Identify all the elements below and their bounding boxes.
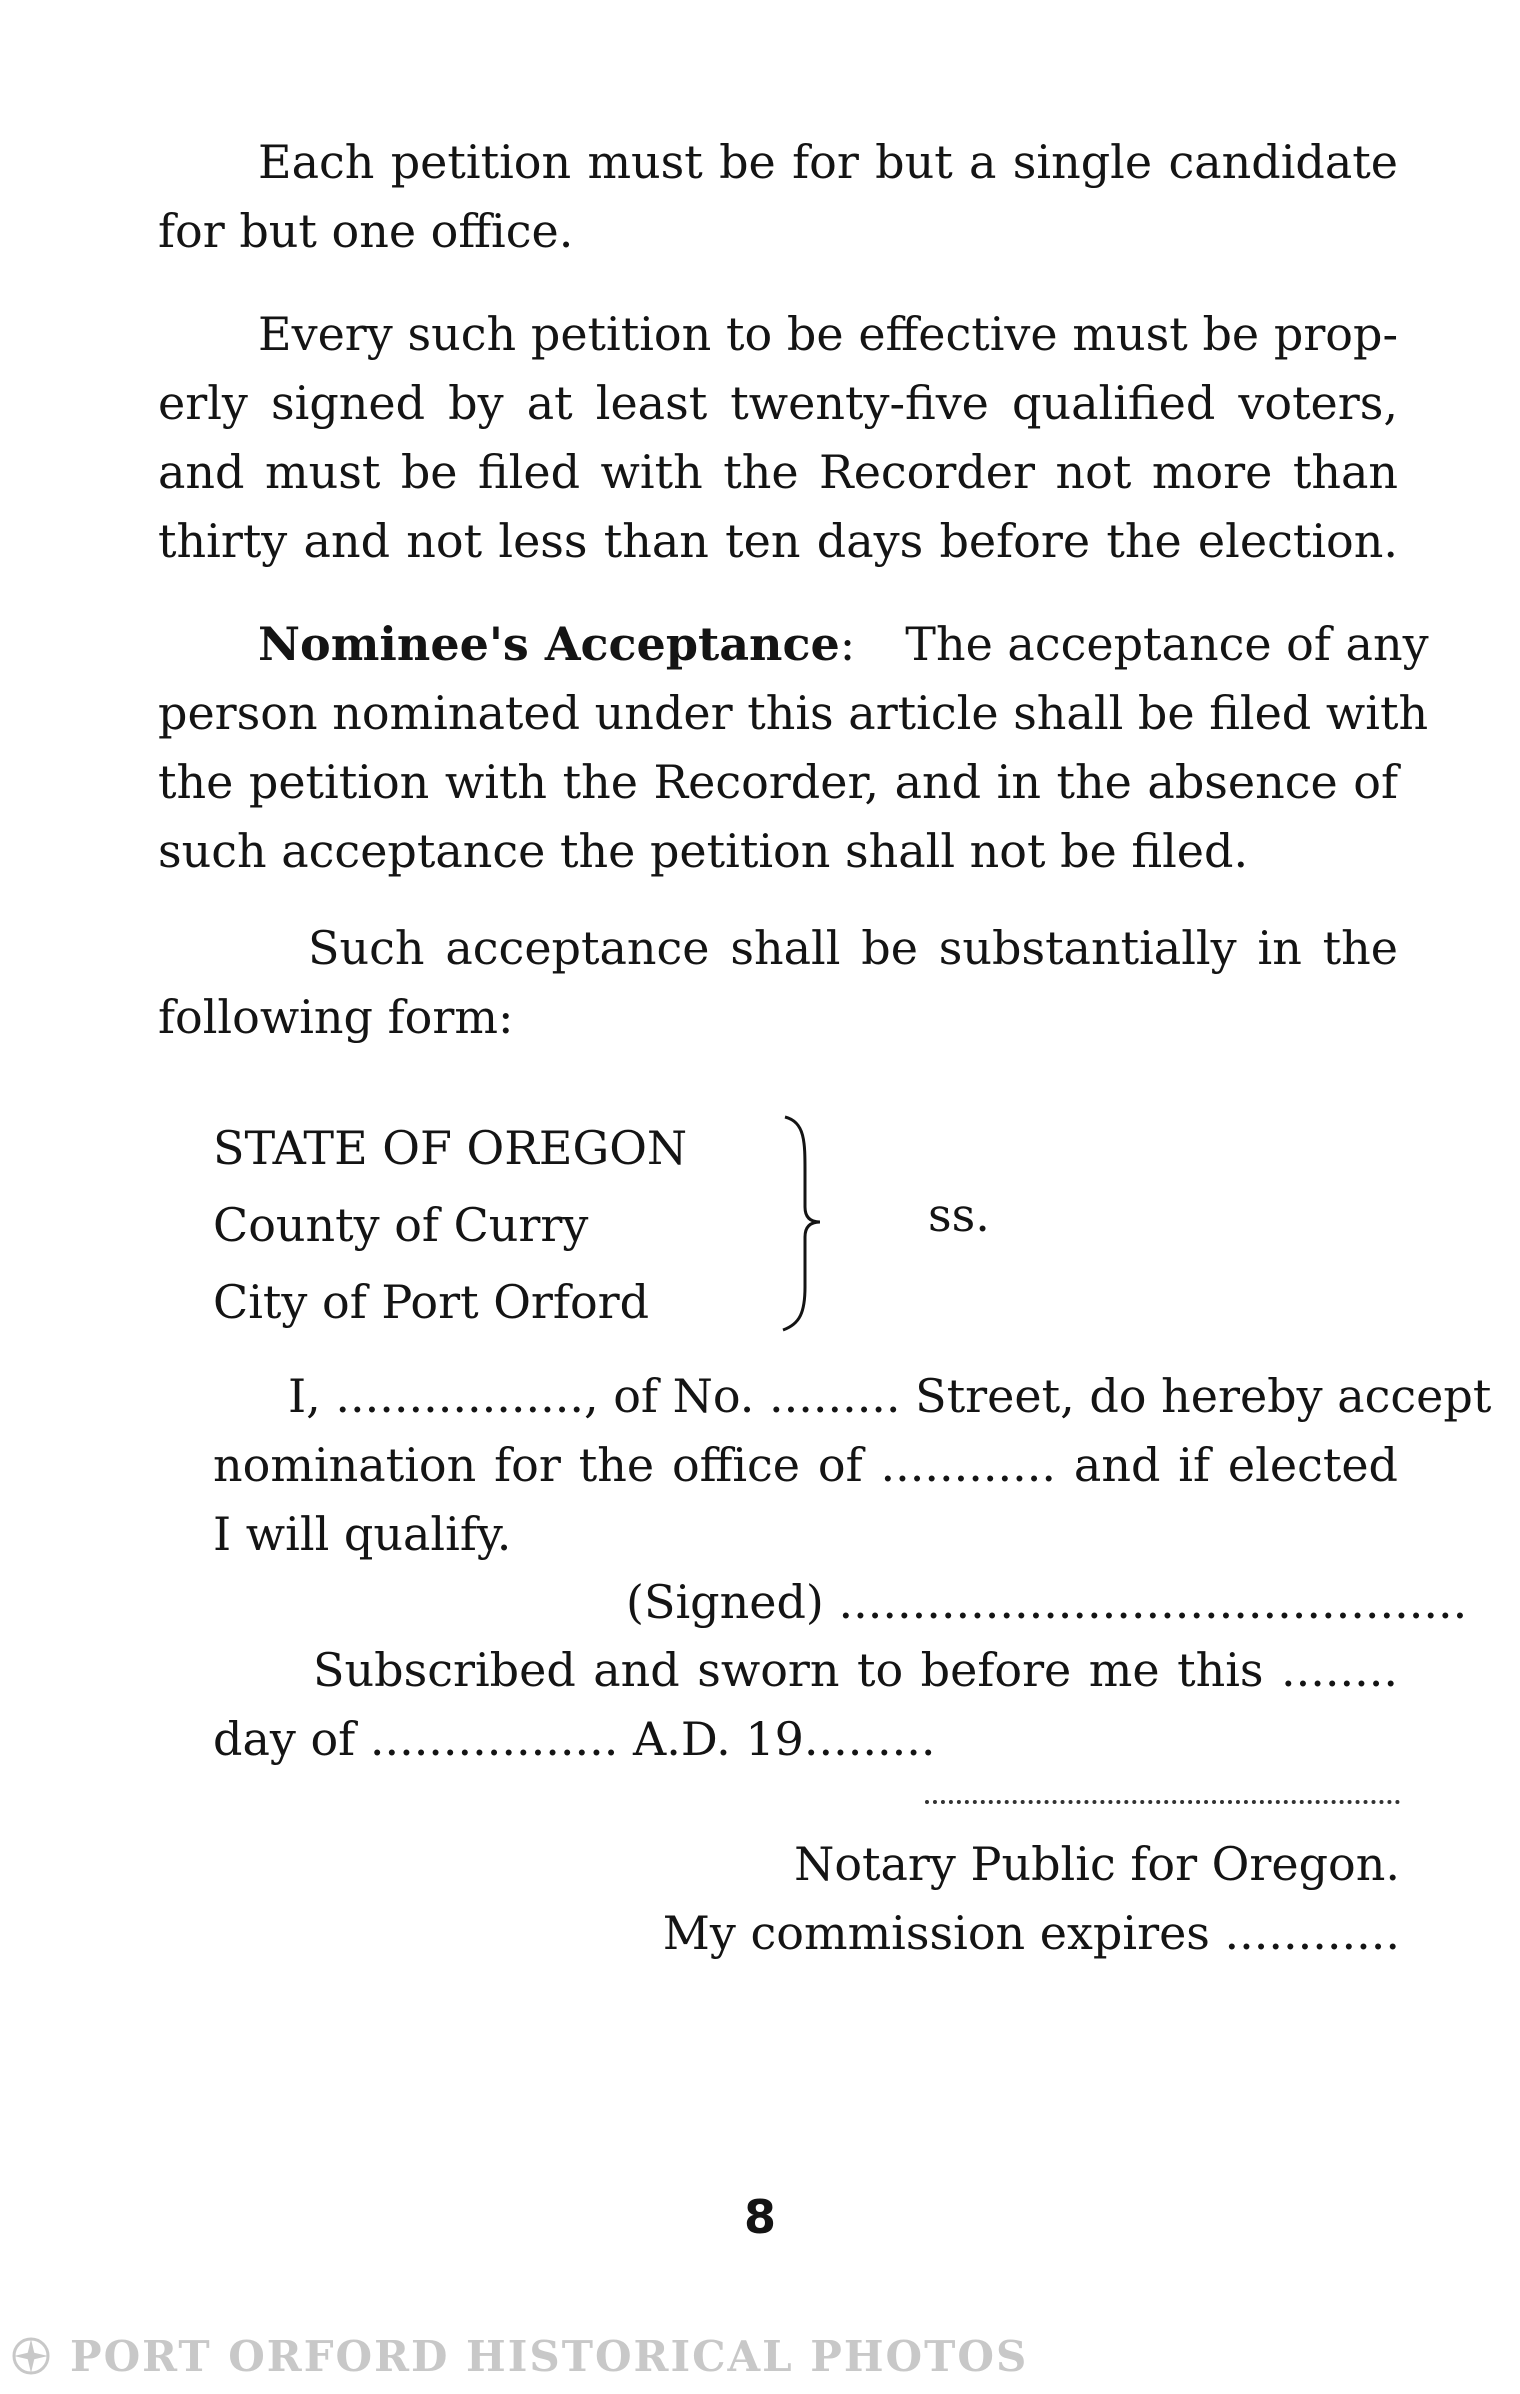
city-label: City of Port Orford bbox=[213, 1275, 650, 1329]
notary-title: Notary Public for Oregon. bbox=[794, 1837, 1400, 1891]
text-line: for but one office. bbox=[158, 204, 574, 258]
text-line: erly signed by at least twenty-five qualified voters, bbox=[158, 376, 1398, 430]
text-line: Such acceptance shall be substantially in the bbox=[308, 921, 1398, 975]
text-line: and must be filed with the Recorder not more than bbox=[158, 445, 1398, 499]
paragraph-form-intro bbox=[158, 914, 1398, 1052]
compass-icon bbox=[10, 2335, 52, 2377]
watermark-text: PORT ORFORD HISTORICAL PHOTOS bbox=[70, 2332, 1029, 2381]
text-line: Each petition must be for but a single candidate bbox=[258, 135, 1398, 189]
text-line: following form: bbox=[158, 990, 514, 1044]
county-label: County of Curry bbox=[213, 1198, 589, 1252]
form-line: day of ................. A.D. 19......... bbox=[213, 1712, 936, 1766]
text-fragment: The acceptance of any bbox=[905, 617, 1429, 671]
ss-label: ss. bbox=[928, 1188, 990, 1242]
text-line: such acceptance the petition shall not be filed. bbox=[158, 824, 1249, 878]
acceptance-text bbox=[213, 1362, 1492, 1569]
text-line: person nominated under this article shall be filed with bbox=[158, 686, 1429, 740]
text-line: thirty and not less than ten days before the election. bbox=[158, 514, 1398, 568]
notary-signature-line bbox=[925, 1800, 1400, 1804]
form-line: nomination for the office of ............ and if elected bbox=[213, 1438, 1398, 1492]
signature-line: (Signed) ........................................... bbox=[626, 1575, 1468, 1629]
text-line: the petition with the Recorder, and in the absence of bbox=[158, 755, 1398, 809]
commission-line: My commission expires ............ bbox=[662, 1906, 1400, 1960]
form-line: I, ................., of No. ......... Street, do hereby accept bbox=[288, 1369, 1492, 1423]
text-line bbox=[158, 610, 1429, 679]
notary-block bbox=[663, 1830, 1400, 1968]
section-heading: Nominee's Acceptance bbox=[258, 617, 840, 671]
paragraph-petition-requirements bbox=[158, 300, 1398, 576]
form-line: I will qualify. bbox=[213, 1507, 512, 1561]
heading-colon: : bbox=[839, 617, 856, 671]
venue-block bbox=[213, 1110, 687, 1341]
page-number: 8 bbox=[743, 2190, 776, 2244]
form-line: Subscribed and sworn to before me this ........ bbox=[313, 1643, 1398, 1697]
watermark bbox=[10, 2332, 1028, 2381]
paragraph-nominee-acceptance bbox=[158, 610, 1429, 886]
brace-icon bbox=[775, 1112, 835, 1332]
state-label: STATE OF OREGON bbox=[213, 1121, 688, 1175]
subscription-text bbox=[213, 1636, 1398, 1774]
text-line: Every such petition to be effective must be prop- bbox=[258, 307, 1398, 361]
paragraph-single-candidate bbox=[158, 128, 1398, 266]
